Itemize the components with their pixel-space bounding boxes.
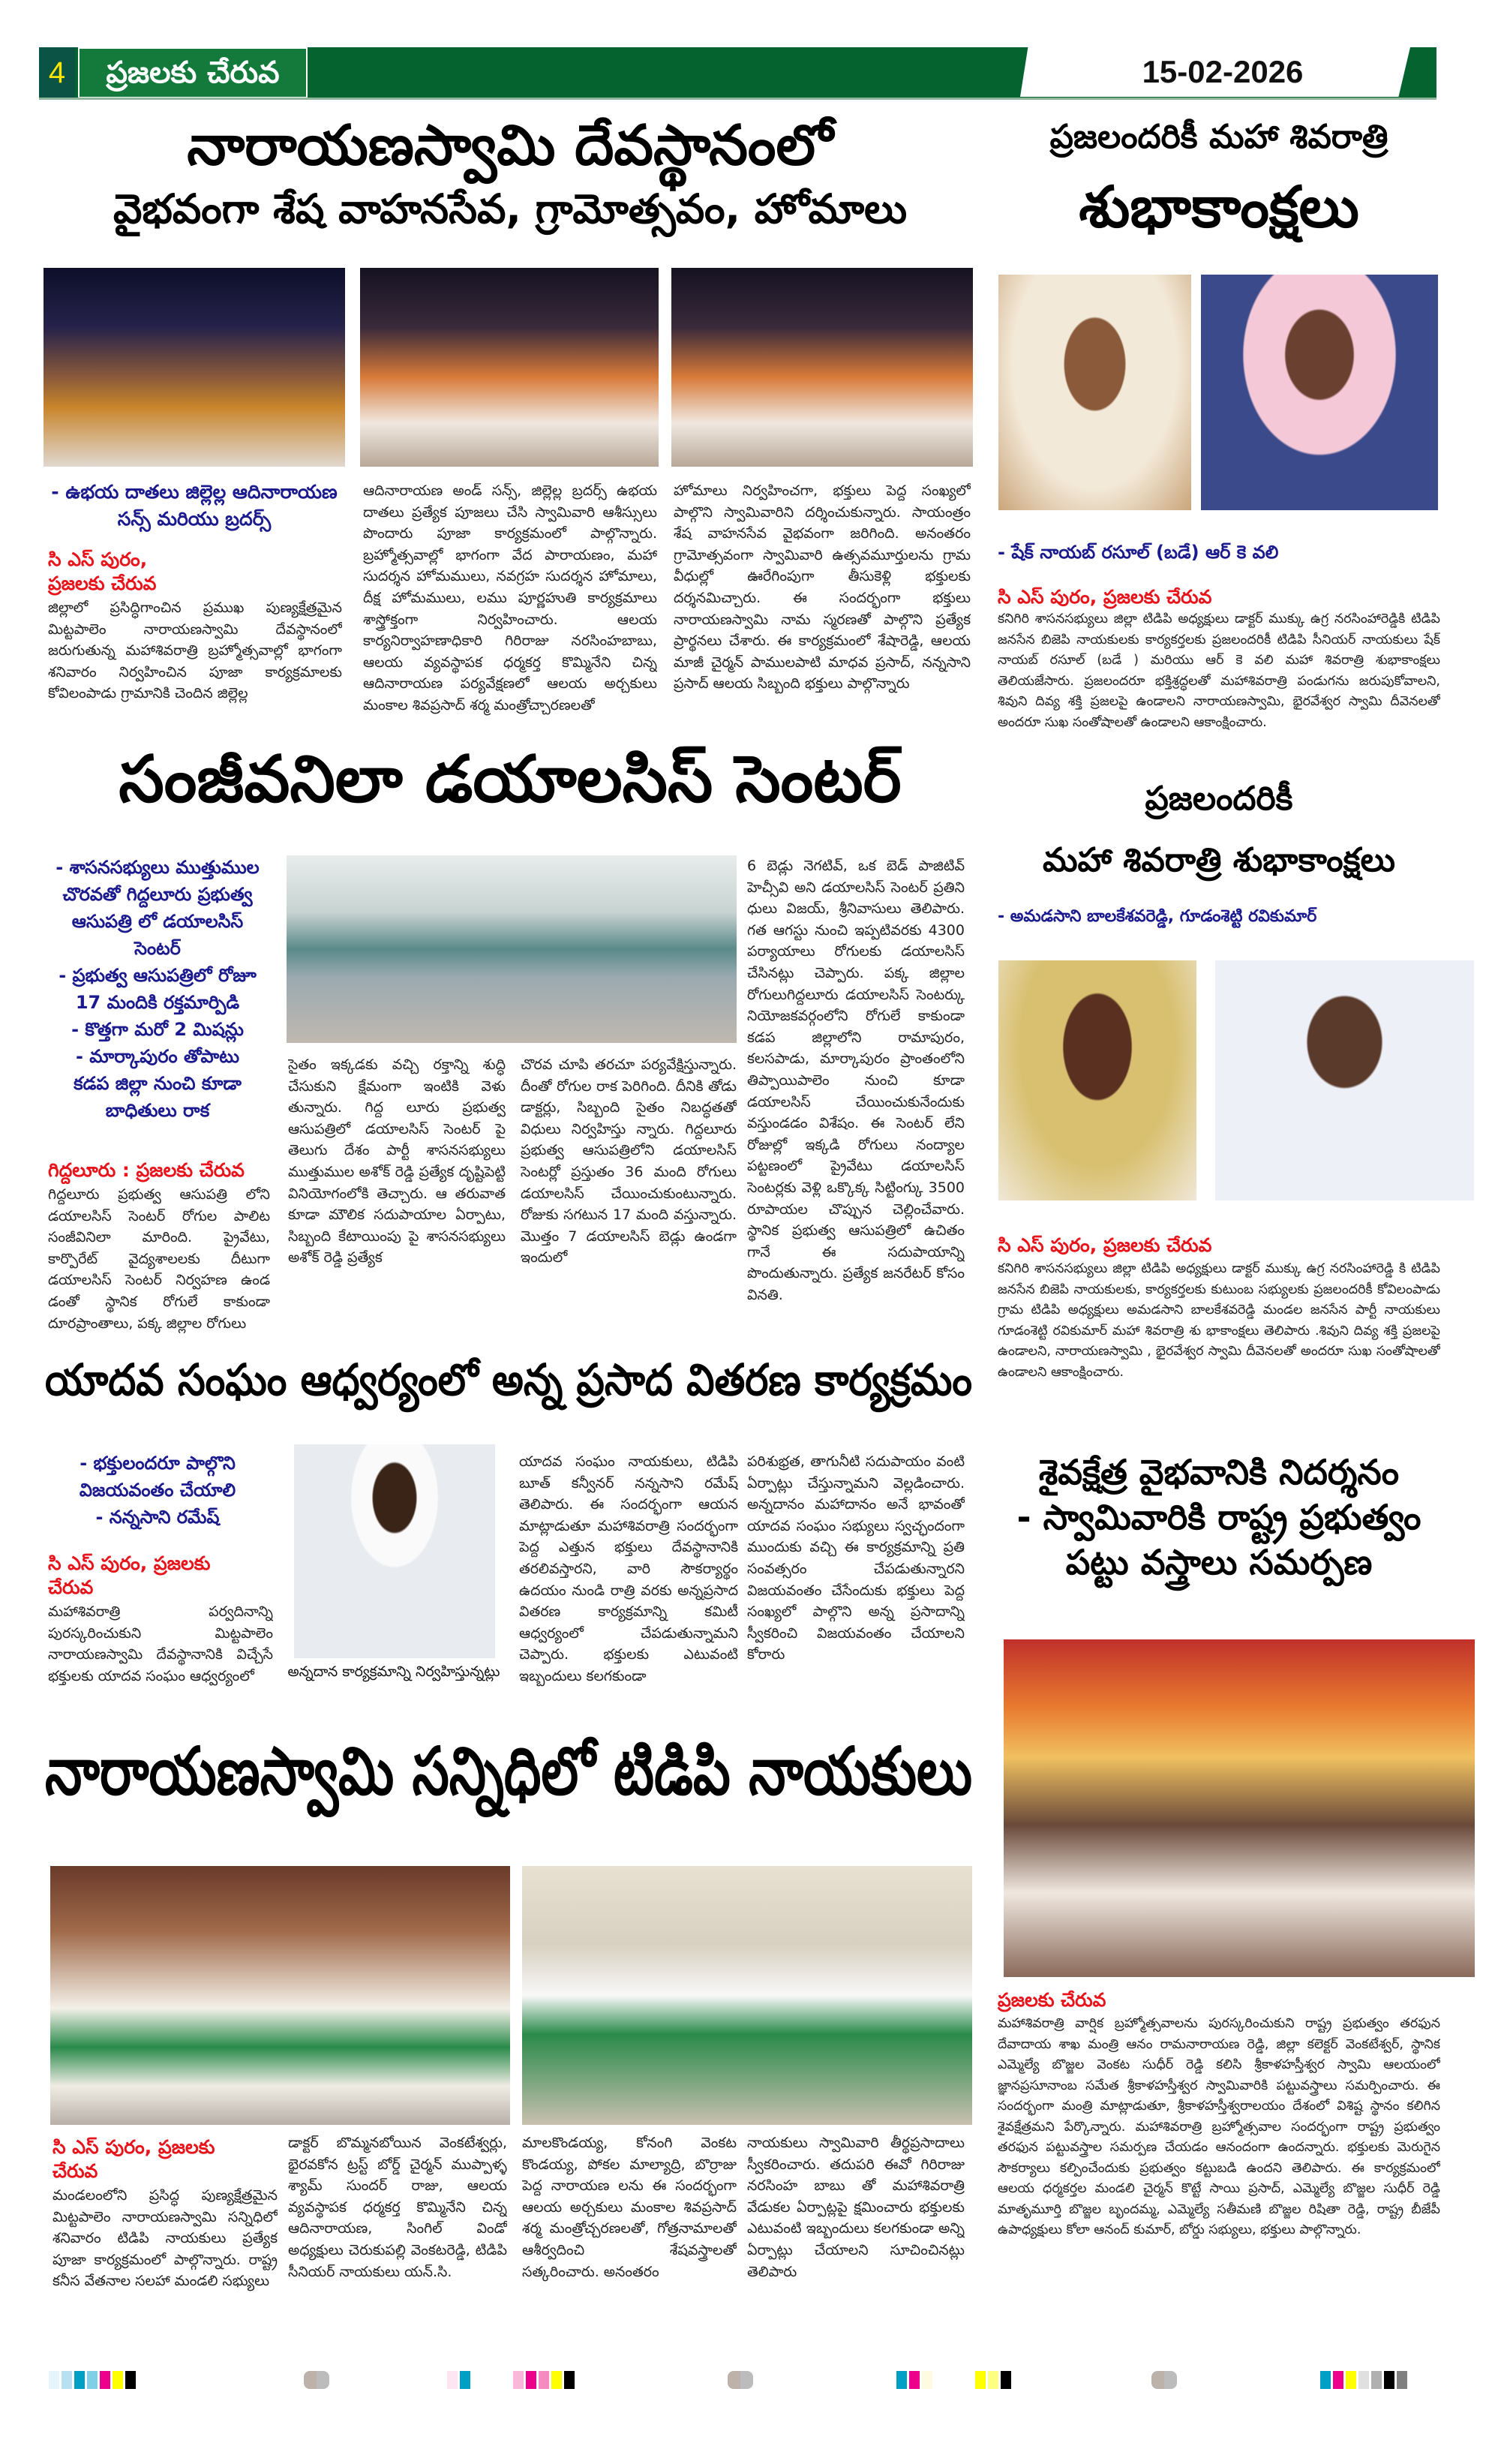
article1-body-col1: జిల్లాలో ప్రసిద్ధిగాంచిన ప్రముఖ పుణ్యక్షేత్రమైన మిట్టపాలెం నారాయణస్వామి దేవస్థానంలో జరుగుతున్న మహాశివరాత్రి బ్రహ్మోత్సవాల్లో భాగంగా శనివారం నిర్వహించిన పూజా కార్యక్రమాలకు కోవిలంపాడు గ్రామానికి చెందిన జిల్లెల్ల [48,599,342,702]
headline-text: - స్వామివారికి రాష్ట్ర ప్రభుత్వం [1016,1497,1421,1537]
article3-dateline: సి ఎస్ పురం, ప్రజలకు చేరువ [48,1552,211,1598]
subtitle-line: బాధితులు రాక [105,1100,210,1121]
article1-subtitle-line: సన్స్ మరియు బ్రదర్స్ [117,508,272,530]
registration-mark [728,2371,753,2389]
article2-body-col1: గిద్దలూరు ప్రభుత్వ ఆసుపత్రి లోని డయాలసిస్ సెంటర్ రోగుల పాలిట సంజీవినిలా మారింది. ప్రైవేటు, కార్పొరేట్ వైద్యశాలలకు దీటుగా డయాలసిస్ సెంటర్ నిర్వహణ ఉండ డంతో స్థానిక రోగులే కాకుండా దూరప్రాంతాలు, పక్క జిల్లాల రోగులు [48,1186,270,1332]
tdp-leaders-meeting-photo [522,1866,972,2125]
subtitle-line: - కొత్తగా మరో 2 మిషన్లు [71,1019,244,1040]
color-swatch [1001,2371,1011,2389]
header-divider [39,98,1436,100]
pattu-vastralu-photo [1004,1639,1475,1977]
dateline-line: సి ఎస్ పురం, [48,548,148,570]
headline-text: నారాయణస్వామి దేవస్థానంలో [187,113,833,178]
article4-body-col3: మాలకొండయ్య, కోనంగి వెంకట కొండయ్య, పోకల మాల్యాద్రి, బొర్రాజు పెద్ద నారాయణ లను ఈ సందర్భంగా ఆలయ అర్చకులు మంకాల శివప్రసాద్ శర్మ మంత్రోచ్చరణలతో, గోత్రనామాలతో ఆశీర్వదించి శేషవస్త్రాలతో సత్కరించారు. అనంతరం [522,2135,737,2280]
article1-subtitle [44,479,345,533]
article4-headline [45,1733,975,1809]
greeting1-headline-main [998,174,1440,239]
article3-body-col2: యాదవ సంఘం నాయకులు, టిడిపి బూత్ కన్వీనర్ నన్నసాని రమేష్ తెలిపారు. ఈ సందర్భంగా ఆయన మాట్లాడుతూ మహాశివరాత్రి సందర్భంగా పెద్ద ఎత్తున భక్తులు దేవస్థానానికి తరలివస్తారని, వారి సౌకర్యార్థం ఉదయం నుండి రాత్రి వరకు అన్నప్రసాద వితరణ కార్యక్రమాన్ని కమిటీ ఆధ్వర్యంలో చేపడుతున్నామని చెప్పారు. భక్తులకు ఎటువంటి ఇబ్బందులు కలగకుండా [519,1453,738,1684]
article4-body-col4: నాయకులు స్వామివారి తీర్థప్రసాదాలు స్వీకరించారు. తదుపరి ఈవో గిరిరాజు నరసింహ బాబు తో మహాశివరాత్రి వేడుకల ఏర్పాట్లపై క్షమించారు భక్తులకు ఎటువంటి ఇబ్బందులు కలగకుండా అన్ని ఏర్పాట్లు చేయాలని సూచించినట్లు తెలిపారు [747,2135,965,2280]
headline-text: శైవక్షేత్ర వైభవానికి నిదర్శనం [1038,1452,1400,1492]
greeting1-dateline: సి ఎస్ పురం, ప్రజలకు చేరువ [998,586,1212,608]
tdp-leaders-temple-photo [50,1866,510,2125]
greeting1-headline [998,119,1440,157]
color-swatch [1371,2371,1382,2389]
subtitle-line: చొరవతో గిద్దలూరు ప్రభుత్వ [62,884,253,905]
headline-text: సంజీవనిలా డయాలసిస్ సెంటర్ [119,742,902,817]
color-swatch [975,2371,986,2389]
color-swatch [1333,2371,1343,2389]
subtitle-line: కడప జిల్లా నుంచి కూడా [74,1073,242,1094]
registration-mark [1151,2371,1177,2389]
color-swatch [551,2371,562,2389]
article1-headline [45,114,975,178]
color-swatch [447,2371,458,2389]
color-swatch [922,2371,932,2389]
color-swatch [1397,2371,1407,2389]
article2-subtitles [45,854,270,1124]
pattu-body: మహాశివరాత్రి వార్షిక బ్రహ్మోత్సవాలను పురస్కరించుకుని రాష్ట్ర ప్రభుత్వం తరఫున దేవాదాయ శాఖ మంత్రి ఆనం రామనారాయణ రెడ్డి, జిల్లా కలెక్టర్ వెంకటేశ్వర్, స్థానిక ఎమ్మెల్యే బొజ్జల వెంకట సుధీర్ రెడ్డి కలిసి శ్రీకాళహస్తీశ్వర స్వామి ఆలయంలో జ్ఞానప్రసూనాంబ సమేత శ్రీకాళహస్తీశ్వర స్వామివారికి పట్టువస్త్రాలు సమర్పించారు. ఈ సందర్భంగా మంత్రి మాట్లాడుతూ, శ్రీకాళహస్తీశ్వరాలయం దేశంలో విశిష్ట స్థానం కలిగిన శైవక్షేత్రమని పేర్కొన్నారు. మహాశివరాత్రి బ్రహ్మోత్సవాల సందర్భంగా రాష్ట్ర ప్రభుత్వం తరఫున పట్టువస్త్రాల సమర్పణ చేయడం ఆనందంగా ఉందన్నారు. భక్తులకు మెరుగైన సౌకర్యాలు కల్పించేందుకు ప్రభుత్వం కట్టుబడి ఉందని తెలిపారు. ఈ కార్యక్రమంలో ఆలయ ధర్మకర్తల మండలి చైర్మన్ కొట్టే సాయి ప్రసాద్, ఎమ్మెల్యే బొజ్జల సుధీర్ రెడ్డి మాతృమూర్తి బొజ్జల బృందమ్మ, ఎమ్మెల్యే సతీమణి బొజ్జల రిషితా రెడ్డి, రాష్ట్ర బీజేపీ ఉపాధ్యక్షులు కోలా ఆనంద్ కుమార్, బోర్డు సభ్యులు, భక్తులు పాల్గొన్నారు. [998,2016,1440,2237]
subtitle-line: - ప్రభుత్వ ఆసుపత్రిలో రోజూ [59,965,257,986]
headline-text: నారాయణస్వామి సన్నిధిలో టిడిపి నాయకులు [45,1732,972,1810]
article2-body-col3: చొరవ చూపి తరచూ పర్యవేక్షిస్తున్నారు. దీంతో రోగుల రాక పెరిగింది. దీనికి తోడు డాక్టర్లు, సిబ్బంది సైతం నిబద్ధతతో విధులు నిర్వహిస్తు న్నారు. గిద్దలూరు ప్రభుత్వ ఆసుపత్రిలోని డయాలసిస్ సెంటర్లో ప్రస్తుతం 36 మంది రోగులు డయాలసిస్ చేయించుకుంటున్నారు. రోజుకు సగటున 17 మంది వస్తున్నారు. మొత్తం 7 డయాలసిస్ బెడ్లు ఉండగా ఇందులో [521,1056,737,1267]
color-swatch [49,2371,59,2389]
article1-dateline [48,548,341,596]
color-swatch [100,2371,110,2389]
greeting1-body: కనిగిరి శాసనసభ్యులు జిల్లా టిడిపి అధ్యక్షులు డాక్టర్ ముక్కు ఉగ్ర నరసింహారెడ్డికి టిడిపి జనసేన బిజెపి నాయకులకు కార్యకర్తలకు ప్రజలందరికీ టిడిపి సీనియర్ నాయకులు షేక్ నాయబ్ రసూల్ (బడే ) మరియు ఆర్ కె వలి మహా శివరాత్రి శుభాకాంక్షలు తెలియజేసారు. ప్రజలందరూ భక్తిశ్రద్ధలతో మహాశివరాత్రి పండుగను జరుపుకోవాలని, శివుని దివ్య శక్తి ప్రజలపై ఉండాలని నారాయణస్వామి, భైరవేశ్వర స్వామి దీవెనలతో అందరూ సుఖ సంతోషాలతో ఉండాలని ఆకాంక్షించారు. [998,611,1440,730]
portrait-goodamsetti-ravikumar [1215,960,1474,1200]
pattu-headline-2 [998,1498,1440,1537]
article1-body-col3: హోమాలు నిర్వహించగా, భక్తులు పెద్ద సంఖ్యలో పాల్గొని స్వామివారిని దర్శించుకున్నారు. సాయంత్రం శేష వాహనసేవ వైభవంగా జరిగింది. అనంతరం గ్రామోత్సవంగా స్వామివారి ఉత్సవమూర్తులను గ్రామ వీధుల్లో ఊరేగింపుగా తీసుకెళ్లి భక్తులకు దర్శనమిచ్చారు. ఈ సందర్భంగా భక్తులు నారాయణస్వామి నామ స్మరణతో పాల్గొని ప్రత్యేక ప్రార్థనలు చేశారు. ఈ కార్యక్రమంలో శేషారెడ్డి, ఆలయ మాజీ చైర్మన్ పాములపాటి మాధవ ప్రసాద్, నన్నసాని ప్రసాద్ ఆలయ సిబ్బంది భక్తులు పాల్గొన్నారు [674,482,971,693]
article4-body-col2: డాక్టర్ బొమ్మనబోయిన వెంకటేశ్వర్లు, భైరవకోన ట్రస్ట్ బోర్డ్ చైర్మన్ ముప్పాళ్ళ శ్యామ్ సుందర్ రాజు, ఆలయ వ్యవస్థాపక ధర్మకర్త కొమ్మినేని చిన్న ఆదినారాయణ, సింగిల్ విండో అధ్యక్షులు చెరుకుపల్లి వెంకటరెడ్డి, టిడిపి సీనియర్ నాయకులు యన్.సి. [288,2135,507,2280]
color-swatch [1320,2371,1331,2389]
page-number: 4 [39,47,75,98]
color-swatch [460,2371,470,2389]
color-swatch [1384,2371,1394,2389]
article4-dateline [53,2135,278,2183]
color-swatch [113,2371,123,2389]
color-swatch [1358,2371,1369,2389]
dialysis-ward-photo [287,855,737,1043]
temple-procession-photo-3 [671,268,973,467]
print-color-bars [0,2371,1489,2389]
article2-body-col2: సైతం ఇక్కడకు వచ్చి రక్తాన్ని శుద్ధి చేసుకుని క్షేమంగా ఇంటికి వెళు తున్నారు. గిద్ద లూరు ప్రభుత్వ ఆసుపత్రిలో డయాలసిస్ సెంటర్ పై తెలుగు దేశం పార్టీ శాసనసభ్యులు ముత్తుముల అశోక్ రెడ్డి ప్రత్యేక దృష్టిపెట్టి వినియోగంలోకి తెచ్చారు. ఆ తరువాత కూడా మౌలిక సదుపాయాల ఏర్పాటు, సిబ్బంది కేటాయింపు పై శాసనసభ్యులు అశోక్ రెడ్డి ప్రత్యేక [288,1056,506,1267]
subtitle-line: - నన్నసాని రమేష్ [95,1507,220,1528]
subtitle-line: 17 మందికి రక్తమార్పిడి [75,992,240,1013]
portrait-nannasani-ramesh [294,1444,495,1658]
article1-body-col2: ఆదినారాయణ అండ్ సన్స్, జిల్లెల్ల బ్రదర్స్ ఉభయ దాతలు ప్రత్యేక పూజలు చేసి స్వామివారి ఆశీస్సులు పొందారు పూజా కార్యక్రమంలో పాల్గొన్నారు. బ్రహ్మోత్సవాల్లో భాగంగా వేద పారాయణం, మహా సుదర్శన హోమములు, నవగ్రహ సుదర్శన హోమాలు, దీక్ష హోమములు, లము పూర్ణహుతి కార్యక్రమాలు శాస్త్రోక్తంగా నిర్వహించారు. ఆలయ కార్యనిర్వాహణాధికారి గిరిరాజు నరసింహబాబు, ఆలయ వ్యవస్థాపక ధర్మకర్త కొమ్మినేని చిన్న ఆదినారాయణ పర్యవేక్షణలో ఆలయ అర్చకులు మంకాల శివప్రసాద్ శర్మ మంత్రోచ్చారణలతో [363,482,657,714]
subtitle-line: సెంటర్ [134,938,181,959]
subtitle-line: విజయవంతం చేయాలి [79,1480,236,1501]
headline-text: పట్టు వస్త్రాలు సమర్పణ [1065,1542,1373,1582]
subtitle-line: ఆసుపత్రి లో డయాలసిస్ [71,911,244,932]
greeting2-headline [998,780,1440,819]
article3-body-col1: మహాశివరాత్రి పర్వదినాన్ని పురస్కరించుకుని మిట్టపాలెం నారాయణస్వామి దేవస్థానానికి విచ్చేసే భక్తులకు యాదవ సంఘం ఆధ్వర్యంలో [48,1603,273,1684]
color-swatch [909,2371,920,2389]
greeting2-headline-main [998,842,1440,880]
article3-body-col3: పరిశుభ్రత, తాగునీటి సదుపాయం వంటి ఏర్పాట్లు చేస్తున్నామని వెల్లడించారు. అన్నదానం మహాదానం అనే భావంతో యాదవ సంఘం సభ్యులు స్వచ్ఛందంగా ముందుకు వచ్చి ఈ కార్యక్రమాన్ని ప్రతి సంవత్సరం చేపడుతున్నారని విజయవంతం చేసేందుకు భక్తులు పెద్ద సంఖ్యలో పాల్గొని అన్న ప్రసాదాన్ని స్వీకరించి విజయవంతం చేయాలని కోరారు [747,1453,965,1663]
article4-body-col1: మండలంలోని ప్రసిద్ధ పుణ్యక్షేత్రమైన మిట్టపాలెం నారాయణస్వామి సన్నిధిలో శనివారం టిడిపి నాయకులు ప్రత్యేక పూజా కార్యక్రమంలో పాల్గొన్నారు. రాష్ట్ర కనీస వేతనాల సలహా మండలి సభ్యులు [53,2187,278,2290]
headline-text: ప్రజలందరికీ మహా శివరాత్రి [1049,118,1388,156]
dateline-line: చేరువ [53,2160,98,2182]
portrait-rk-vali [1201,275,1438,510]
dateline-line: సి ఎస్ పురం, ప్రజలకు [53,2136,215,2158]
dateline-line: ప్రజలకు చేరువ [48,572,157,594]
color-swatch [62,2371,72,2389]
headline-text: యాదవ సంఘం ఆధ్వర్యంలో అన్న ప్రసాద వితరణ కార్యక్రమం [45,1354,972,1405]
color-swatch [539,2371,549,2389]
article1-subtitle-line: - ఉభయ దాతలు జిల్లెల్ల ఆదినారాయణ [51,481,338,503]
greeting2-byline: - అమడసాని బాలకేశవరెడ్డి, గూడంశెట్టి రవికుమార్ [998,907,1317,926]
color-swatch [988,2371,998,2389]
headline-text: ప్రజలందరికీ [1145,780,1293,818]
issue-date: 15-02-2026 [1142,54,1304,89]
article3-headline [45,1355,975,1405]
subtitle-line: - భక్తులందరూ పాల్గొని [80,1453,236,1474]
pattu-headline-3 [998,1543,1440,1582]
color-swatch [564,2371,575,2389]
greeting2-dateline: సి ఎస్ పురం, ప్రజలకు చేరువ [998,1234,1212,1256]
paper-name-logo: ప్రజలకు చేరువ [78,47,308,98]
portrait-shaik-nayab-rasool [998,275,1191,510]
headline-text: శుభాకాంక్షలు [1079,173,1359,240]
temple-procession-photo-1 [44,268,345,467]
pattu-dateline: ప్రజలకు చేరువ [998,1989,1106,2011]
color-swatch [526,2371,536,2389]
color-swatch [1346,2371,1356,2389]
photo-caption: అన్నదాన కార్యక్రమాన్ని నిర్వహిస్తున్నట్లు [287,1663,500,1680]
color-swatch [513,2371,524,2389]
subtitle-line: - శాసనసభ్యులు ముత్తుముల [56,857,260,878]
pattu-headline-1 [998,1453,1440,1492]
registration-mark [304,2371,329,2389]
subtitle-line: - మార్కాపురం తోపాటు [75,1046,240,1067]
color-swatch [125,2371,136,2389]
temple-procession-photo-2 [360,268,659,467]
headline-text: వైభవంగా శేష వాహనసేవ, గ్రామోత్సవం, హోమాలు [113,185,908,233]
article2-body-col4: 6 బెడ్లు నెగటివ్, ఒక బెడ్ పాజిటివ్ హెచ్సీవి అని డయాలసిస్ సెంటర్ ప్రతిని ధులు విజయ్, శ్రీనివాసులు తెలిపారు. గత ఆగస్టు నుంచి ఇప్పటివరకు 4300 పర్యాయాలు రోగులకు డయాలసిస్ చేసినట్లు చెప్పారు. పక్క జిల్లాల రోగులుగిద్దలూరు డయాలసిస్ సెంటర్కు నియోజకవర్గంలోని రోగులే కాకుండా కడప జిల్లాలోని రామాపురం, కలసపాడు, మార్కాపురం ప్రాంతంలోని తిప్పాయిపాలెం నుంచి కూడా డయాలసిస్ చేయించుకునేందుకు వస్తుండడం విశేషం. ఈ సెంటర్ లేని రోజుల్లో ఇక్కడి రోగులు నంద్యాల పట్టణంలో ప్రైవేటు డయాలసిస్ సెంటర్లకు వెళ్లి ఒక్కొక్క సిట్టింగ్కు 3500 రూపాయల చొప్పున చెల్లించేవారు. స్థానిక ప్రభుత్వ ఆసుపత్రిలో ఉచితం గానే ఈ సదుపాయాన్ని పొందుతున్నారు. ప్రత్యేక జనరేటర్ కోసం వినతి. [747,858,965,1303]
greeting2-body: కనిగిరి శాసనసభ్యులు జిల్లా టిడిపి అధ్యక్షులు డాక్టర్ ముక్కు ఉగ్ర నరసింహారెడ్డి కి టిడిపి జనసేన బిజెపి నాయకులకు, కార్యకర్తలకు కుటుంబ సభ్యులకు ప్రజలందరికీ కోవిలంపాడు గ్రామ టిడిపి అధ్యక్షులు అమడసాని బాలకేశవరెడ్డి మండల జనసేన పార్టీ నాయకులు గూడంశెట్టి రవికుమార్ మహా శివరాత్రి శు భాకాంక్షలు తెలిపారు .శివుని దివ్య శక్తి ప్రజలపై ఉండాలని, నారాయణస్వామి , భైరవేశ్వర స్వామి దీవెనలతో అందరూ సుఖ సంతోషాలతో ఉండాలని ఆకాంక్షించారు. [998,1261,1440,1380]
portrait-amadasani-balakesava-reddy [998,960,1196,1200]
color-swatch [74,2371,85,2389]
headline-text: మహా శివరాత్రి శుభాకాంక్షలు [1042,841,1396,879]
greeting1-byline: - షేక్ నాయబ్ రసూల్ (బడే) ఆర్ కె వలి [998,542,1279,563]
article2-dateline: గిద్దలూరు : ప్రజలకు చేరువ [48,1159,245,1181]
article3-subtitles [45,1450,270,1531]
article2-headline [45,743,975,817]
color-swatch [896,2371,907,2389]
article1-subheadline [38,186,983,233]
color-swatch [87,2371,98,2389]
